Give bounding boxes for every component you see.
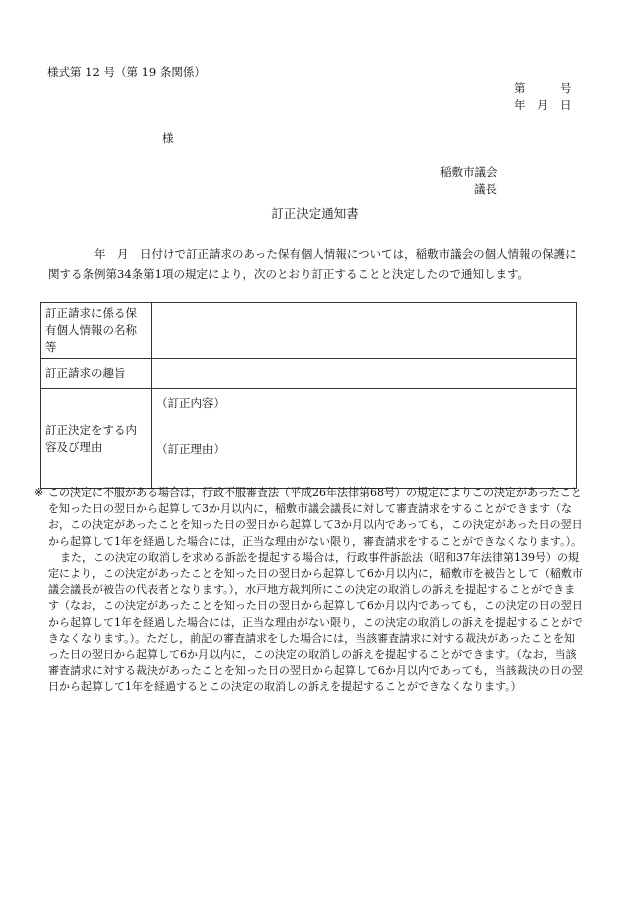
row-label-request-purpose: 訂正請求の趣旨 (41, 359, 152, 389)
row-label-info-name: 訂正請求に係る保有個人情報の名称等 (41, 303, 152, 359)
request-info-table (40, 302, 577, 489)
table-row (41, 303, 577, 359)
document-title: 訂正決定通知書 (271, 206, 359, 221)
note-paragraph-appeal: この決定に不服がある場合は，行政不服審査法（平成26年法律第68号）の規定によりこの決定があったことを知った日の翌日から起算して3か月以内に，稲敷市議会議長に対して審査請求をすることができます（なお，この決定があったことを知った日の翌日から起算して3か月以内であっても，この決定があった日の翌日から起算して1年を経過した場合には，正当な理由がない限り，審査請求をすることができなくなります。）。 (48, 486, 583, 548)
form-number: 様式第 12 号（第 19 条関係） (47, 65, 206, 79)
correction-content-heading: （訂正内容） (156, 396, 225, 410)
addressee-suffix: 様 (162, 131, 174, 145)
table-row (41, 389, 577, 489)
sender-title: 議長 (474, 182, 497, 196)
table-row (41, 359, 577, 389)
note-mark: ※ (34, 486, 44, 499)
correction-reason-heading: （訂正理由） (156, 442, 225, 456)
row-value-decision (152, 389, 577, 489)
note-paragraph-lawsuit: また，この決定の取消しを求める訴訟を提起する場合は，行政事件訴訟法（昭和37年法律第139号）の規定により，この決定があったことを知った日の翌日から起算して6か月以内に，稲敷市を被告として（稲敷市議会議長が被告の代表者となります。），水戸地方裁判所にこの決定の取消しの訴えを提起することができます（なお，この決定があったことを知った日の翌日から起算して6か月以内であっても，この決定の日の翌日から起算して1年を経過した場合には，正当な理由がない限り，この決定の取消しの訴えを提起することができなくなります。）。ただし，前記の審査請求をした場合には，当該審査請求に対する裁決があったことを知った日の翌日から起算して6か月以内に，この決定の取消しの訴えを提起することができます。（なお，当該審査請求に対する裁決があったことを知った日の翌日から起算して6か月以内であっても，当該裁決の日の翌日から起算して1年を経過するとこの決定の取消しの訴えを提起することができなくなります。） (48, 550, 583, 694)
row-label-decision: 訂正決定をする内容及び理由 (41, 389, 152, 489)
appeal-notes (34, 485, 583, 696)
document-number: 第 号 (514, 81, 572, 95)
sender-organization: 稲敷市議会 (440, 165, 498, 179)
row-value-info-name (152, 303, 577, 359)
document-date: 年 月 日 (514, 98, 572, 112)
body-text: 年 月 日付けで訂正請求のあった保有個人情報については，稲敷市議会の個人情報の保護に関する条例第34条第1項の規定により，次のとおり訂正することと決定したので通知します。 (48, 247, 577, 281)
row-value-request-purpose (152, 359, 577, 389)
